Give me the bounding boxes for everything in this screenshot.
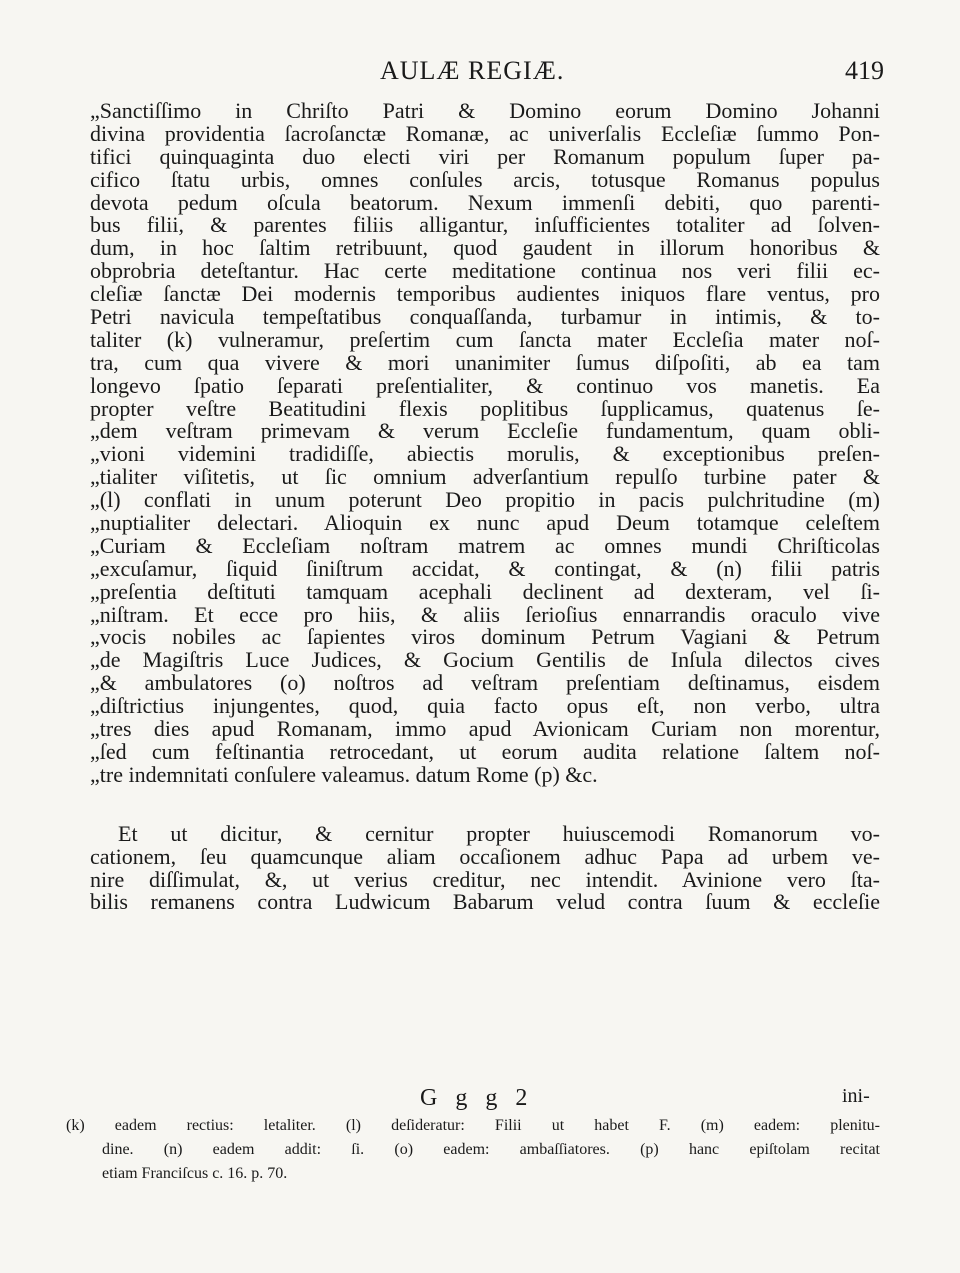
footnote-line: etiam Franciſcus c. 16. p. 70. [102,1165,288,1182]
text-line: „de Magiſtris Luce Judices, & Gocium Gentilis de Inſula dilectos cives [90,647,880,673]
text-line: dum, in hoc ſaltim retribuunt, quod gaudent in illorum honoribus & [90,235,880,261]
paragraph-gap [90,787,880,823]
text-line: „(l) conflati in unum poterunt Deo propitio in pacis pulchritudine (m) [90,487,880,513]
text-line: obprobria deteſtantur. Hac certe meditatione continua nos veri filii ec- [90,258,880,284]
text-line: cleſiæ ſanctæ Dei modernis temporibus audientes iniquos flare ventus, pro [90,281,880,307]
text-line: taliter (k) vulneramur, preſertim cum ſancta mater Eccleſia mater noſ- [90,326,880,352]
text-line: Et ut dicitur, & cernitur propter huiuscemodi Romanorum vo- [118,820,880,846]
text-line: divina providentia ſacroſanctæ Romanæ, ac univerſalis Eccleſiæ ſummo Pon- [90,120,880,146]
text-line: cifico ſtatu urbis, omnes conſules arcis, totusque Romanus populus [90,166,880,192]
text-line: „dem veſtram primevam & verum Eccleſie fundamentum, quam obli- [90,418,880,444]
text-line: „Sanctiſſimo in Chriſto Patri & Domino eorum Domino Johanni [90,98,880,123]
text-line: „preſentia deſtituti tamquam acephali declinent ad dexteram, vel ſi- [90,578,880,604]
body-text [90,100,880,914]
text-line: Petri navicula tempeſtatibus conquaſſanda, turbamur in intimis, & to- [90,304,880,330]
text-line: „& ambulatores (o) noſtros ad veſtram preſentiam deſtinamus, eisdem [90,670,880,696]
text-line: „excuſamur, ſiquid ſiniſtrum accidat, & contingat, & (n) filii patris [90,555,880,581]
text-line: „nuptialiter delectari. Alioquin ex nunc apud Deum totamque celeſtem [90,510,880,536]
text-line: devota pedum oſcula beatorum. Nexum immenſi debiti, quo parenti- [90,189,880,215]
text-line: „tres dies apud Romanam, immo apud Avionicam Curiam non morentur, [90,716,880,742]
signature-mark: G g g 2 [420,1085,534,1111]
text-line: cationem, ſeu quamcunque aliam occaſionem adhuc Papa ad urbem ve- [90,843,880,869]
running-head [0,52,960,92]
text-line: bus filii, & parentes filiis alligantur, inſufficientes totaliter ad ſolven- [90,212,880,238]
running-title: AULÆ REGIÆ. [380,56,565,85]
text-line: nire diſſimulat, &, ut verius creditur, nec intendit. Avinione vero ſta- [90,866,880,892]
page-number: 419 [845,56,884,85]
text-line: „tre indemnitati conſulere valeamus. datum Rome (p) &c. [90,761,598,787]
text-line: „diſtrictius injungentes, quod, quia facto opus eſt, non verbo, ultra [90,693,880,719]
text-line: „tialiter viſitetis, ut ſic omnium adverſantium repulſo turbine pater & [90,464,880,490]
text-line: „niſtram. Et ecce pro hiis, & aliis ſerioſius ennarrandis oraculo vive [90,601,880,627]
text-line: longevo ſpatio ſeparati preſentialiter, & continuo vos manetis. Ea [90,372,880,398]
footnote-line: (k) eadem rectius: letaliter. (l) deſideratur: Filii ut habet F. (m) eadem: plenitu- [66,1117,880,1134]
text-line: tifici quinquaginta duo electi viri per Romanum populum ſuper pa- [90,143,880,169]
text-line: „vocis nobiles ac ſapientes viros dominum Petrum Vagiani & Petrum [90,624,880,650]
text-line: „ſed cum feſtinantia retrocedant, ut eorum audita relatione ſaltem noſ- [90,738,880,764]
text-line: bilis remanens contra Ludwicum Babarum velud contra ſuum & eccleſie [90,889,880,915]
catchword: ini- [842,1085,870,1107]
text-line: „Curiam & Eccleſiam noſtram matrem ac omnes mundi Chriſticolas [90,532,880,558]
text-line: „vioni videmini tradidiſſe, abiectis morulis, & exceptionibus preſen- [90,441,880,467]
text-line: propter veſtre Beatitudini flexis poplitibus ſupplicamus, quatenus ſe- [90,395,880,421]
footnote-line: dine. (n) eadem addit: ſi. (o) eadem: ambaſſiatores. (p) hanc epiſtolam recitat [102,1141,880,1158]
text-line: tra, cum qua vivere & mori unanimiter ſumus diſpoſiti, ab ea tam [90,349,880,375]
footnotes [66,1114,880,1186]
